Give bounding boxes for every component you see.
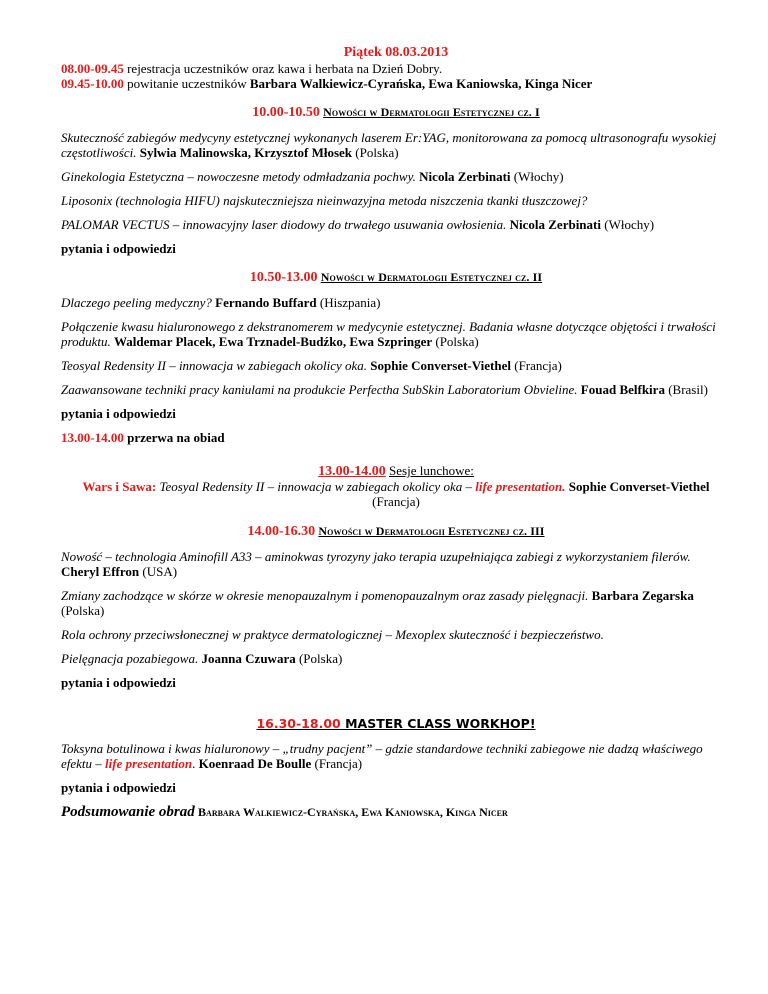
list-item <box>61 217 731 232</box>
item-country: (Włochy) <box>513 169 564 184</box>
lunch-heading <box>61 463 731 479</box>
lunch-topic: Teosyal Redensity II – innowacja w zabiegach okolicy oka – <box>159 479 472 494</box>
master-live: life presentation <box>105 756 193 771</box>
section-title: Nowości w Dermatologii Estetycznej cz. I <box>323 105 540 119</box>
line-text: powitanie uczestników <box>127 76 247 91</box>
line-names: Barbara Walkiewicz-Cyrańska, Ewa Kaniowska, Kinga Nicer <box>249 76 593 91</box>
item-topic: Zmiany zachodzące w skórze w okresie menopauzalnym i pomenopauzalnym oraz zasady pielęgnacji. <box>61 588 589 603</box>
section-title: Nowości w Dermatologii Estetycznej cz. III <box>318 524 545 538</box>
master-speaker: Koenraad De Boulle <box>198 756 312 771</box>
section-time: 14.00-16.30 <box>247 524 316 539</box>
item-topic: Teosyal Redensity II – innowacja w zabiegach okolicy oka. <box>61 358 368 373</box>
qa-label: pytania i odpowiedzi <box>61 675 176 690</box>
item-topic: Pielęgnacja pozabiegowa. <box>61 651 199 666</box>
break-line <box>61 430 731 445</box>
line-text: rejestracja uczestników oraz kawa i herbata na Dzień Dobry. <box>127 61 443 76</box>
item-country: (Polska) <box>355 145 399 160</box>
item-speaker: Joanna Czuwara <box>201 651 296 666</box>
list-item <box>61 193 731 208</box>
lunch-speaker: Sophie Converset-Viethel <box>568 479 710 494</box>
item-topic: Skuteczność zabiegów medycyny estetycznej wykonanych laserem Er:YAG, monitorowana za pomocą ultrasonografu wysokiej częstotliwości. <box>61 130 717 160</box>
item-country: (Włochy) <box>604 217 655 232</box>
master-class-heading <box>61 716 731 731</box>
break-time: 13.00-14.00 <box>61 430 124 445</box>
lunch-live: life presentation. <box>475 479 566 494</box>
item-country: (Francja) <box>514 358 562 373</box>
section-heading-2 <box>61 269 731 285</box>
master-time: 16.30-18.00 <box>256 716 341 731</box>
item-speaker: Sylwia Malinowska, Krzysztof Młosek <box>139 145 353 160</box>
item-country: (Polska) <box>435 334 479 349</box>
master-title: MASTER CLASS WORKHOP! <box>345 716 536 731</box>
lunch-time: 13.00-14.00 <box>318 464 386 479</box>
schedule-line-registration <box>61 61 731 76</box>
program-page <box>61 45 731 820</box>
item-speaker: Waldemar Placek, Ewa Trznadel-Budźko, Ewa Szpringer <box>113 334 433 349</box>
section-heading-1 <box>61 104 731 120</box>
lunch-country: (Francja) <box>372 494 420 509</box>
master-country: (Francja) <box>314 756 363 771</box>
time-label: 09.45-10.00 <box>61 76 124 91</box>
section-heading-3 <box>61 523 731 539</box>
section-time: 10.00-10.50 <box>252 105 320 120</box>
item-speaker: Fouad Belfkira <box>580 382 665 397</box>
list-item <box>61 651 731 666</box>
item-speaker: Barbara Zegarska <box>591 588 694 603</box>
item-country: (Polska) <box>298 651 343 666</box>
item-country: (Hiszpania) <box>319 295 381 310</box>
list-item <box>61 169 731 184</box>
lunch-session <box>61 479 731 509</box>
item-topic: Połączenie kwasu hialuronowego z dekstranomerem w medycynie estetycznej. Badania własne dotyczące objętości i trwałości produktu. <box>61 319 716 349</box>
list-item <box>61 588 731 618</box>
item-topic: PALOMAR VECTUS – innowacyjny laser diodowy do trwałego usuwania owłosienia. <box>61 217 507 232</box>
break-text: przerwa na obiad <box>127 430 225 445</box>
item-country: (Polska) <box>61 603 105 618</box>
list-item <box>61 358 731 373</box>
item-topic: Liposonix (technologia HIFU) najskuteczniejsza nieinwazyjna metoda niszczenia tkanki tłuszczowej? <box>61 193 588 208</box>
item-topic: Ginekologia Estetyczna – nowoczesne metody odmładzania pochwy. <box>61 169 416 184</box>
item-topic: Dlaczego peeling medyczny? <box>61 295 212 310</box>
item-country: (Brasil) <box>668 382 708 397</box>
list-item <box>61 627 731 642</box>
qa-label: pytania i odpowiedzi <box>61 406 176 421</box>
time-label: 08.00-09.45 <box>61 61 124 76</box>
section-time: 10.50-13.00 <box>249 270 318 285</box>
master-topic: Toksyna botulinowa i kwas hialuronowy – „trudny pacjent” – gdzie standardowe techniki zabiegowe nie dadzą właściwego efektu – <box>61 741 703 771</box>
summary-heading: Podsumowanie obrad <box>61 804 195 820</box>
item-country: (USA) <box>142 564 178 579</box>
master-class-item: Toksyna botulinowa i kwas hialuronowy – „trudny pacjent” – gdzie standardowe techniki zabiegowe nie dadzą właściwego efektu – life presentation. Koenraad De Boulle (Francja) <box>61 741 703 771</box>
list-item <box>61 549 731 579</box>
list-item <box>61 295 731 310</box>
item-speaker: Fernando Buffard <box>215 295 317 310</box>
item-speaker: Nicola Zerbinati <box>419 169 511 184</box>
summary-line <box>61 804 731 820</box>
lunch-sponsor: Wars i Sawa: <box>82 479 157 494</box>
lunch-label: Sesje lunchowe: <box>389 463 474 478</box>
section-title: Nowości w Dermatologii Estetycznej cz. II <box>320 270 543 284</box>
summary-names: Barbara Walkiewicz-Cyrańska, Ewa Kaniowska, Kinga Nicer <box>198 805 508 819</box>
item-speaker: Nicola Zerbinati <box>509 217 601 232</box>
qa-label: pytania i odpowiedzi <box>61 241 176 256</box>
item-topic: Rola ochrony przeciwsłonecznej w praktyce dermatologicznej – Mexoplex skuteczność i bezpieczeństwo. <box>61 627 604 642</box>
schedule-line-welcome <box>61 76 731 91</box>
item-topic: Nowość – technologia Aminofill A33 – aminokwas tyrozyny jako terapia uzupełniająca zabiegi z wykorzystaniem filerów. <box>61 549 691 564</box>
day-heading: Piątek 08.03.2013 <box>343 45 449 60</box>
item-speaker: Sophie Converset-Viethel <box>370 358 511 373</box>
item-topic: Zaawansowane techniki pracy kaniulami na produkcie Perfectha SubSkin Laboratorium Obvieline. <box>61 382 578 397</box>
qa-label: pytania i odpowiedzi <box>61 780 176 795</box>
list-item <box>61 319 731 349</box>
item-speaker: Cheryl Effron <box>61 564 140 579</box>
list-item <box>61 130 731 160</box>
list-item <box>61 382 731 397</box>
